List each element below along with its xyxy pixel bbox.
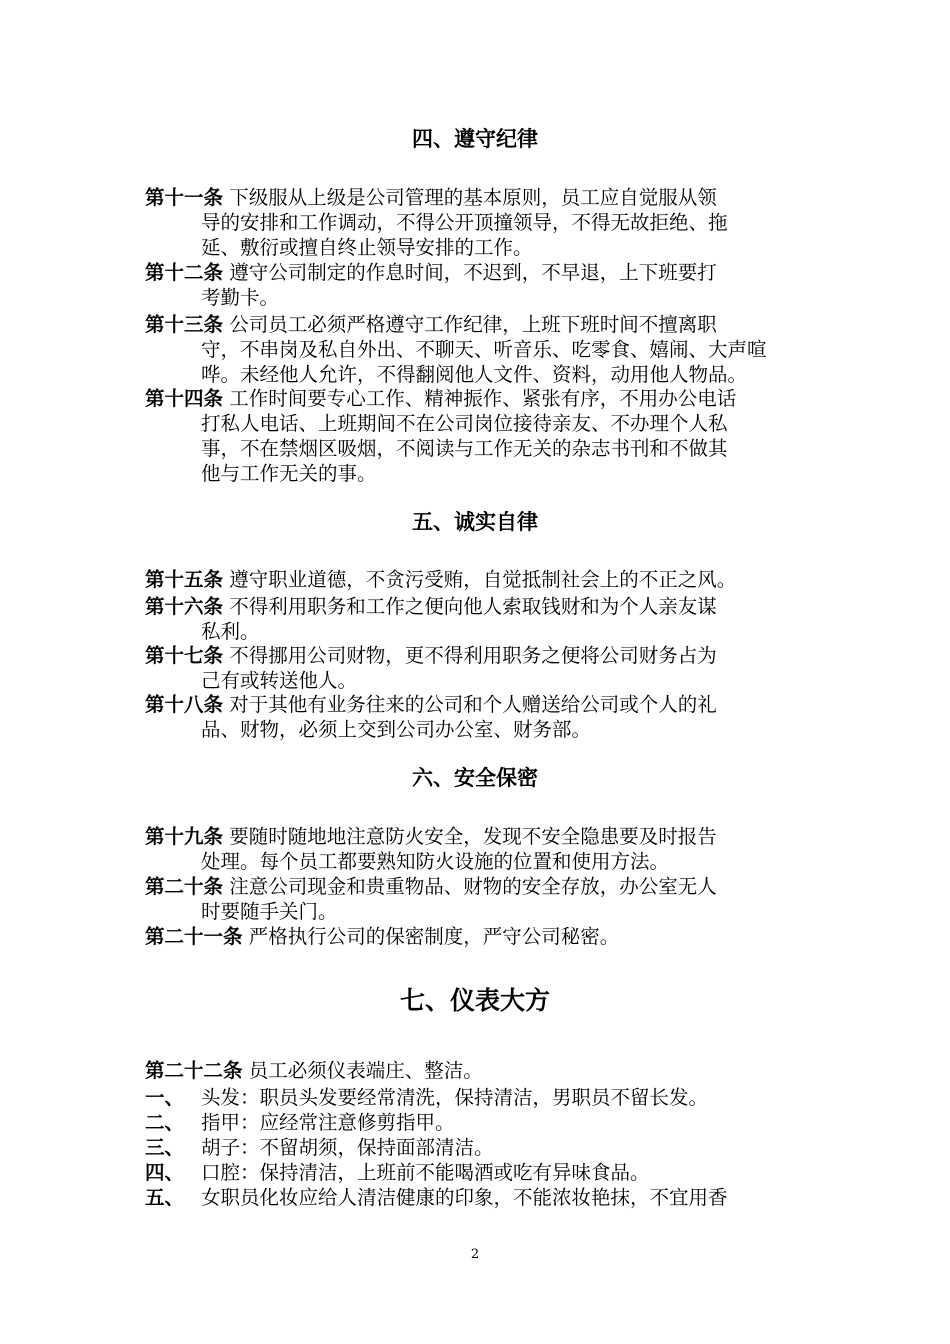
article-22 <box>145 1058 807 1083</box>
article-text: 不得挪用公司财物，更不得利用职务之便将公司财务占为 <box>229 644 717 667</box>
article-text: 工作时间要专心工作、精神振作、紧张有序，不用办公电话 <box>229 387 737 410</box>
article-text: 下级服从上级是公司管理的基本原则，员工应自觉服从领 <box>229 186 717 209</box>
article-13 <box>145 312 807 387</box>
article-16 <box>145 594 807 644</box>
article-number: 第十一条 <box>145 186 224 209</box>
article-12 <box>145 260 807 310</box>
list-item <box>145 1110 807 1135</box>
list-item-text: 口腔：保持清洁，上班前不能喝酒或吃有异味食品。 <box>201 1161 650 1184</box>
article-number: 第十二条 <box>145 261 224 284</box>
article-text: 延、敷衍或擅自终止领导安排的工作。 <box>201 236 533 259</box>
list-item-text: 指甲：应经常注意修剪指甲。 <box>201 1111 455 1134</box>
article-number: 第十四条 <box>145 387 224 410</box>
section-heading: 六、安全保密 <box>412 766 538 790</box>
article-text: 对于其他有业务往来的公司和个人赠送给公司或个人的礼 <box>229 693 717 716</box>
article-text: 处理。每个员工都要熟知防火设施的位置和使用方法。 <box>201 850 670 873</box>
article-text: 不得利用职务和工作之便向他人索取钱财和为个人亲友谋 <box>229 595 717 618</box>
article-21 <box>145 924 807 949</box>
list-item <box>145 1085 807 1110</box>
article-number: 第十六条 <box>145 595 224 618</box>
article-text: 导的安排和工作调动，不得公开顶撞领导，不得无故拒绝、拖 <box>201 211 728 234</box>
list-item-number: 二、 <box>145 1111 185 1134</box>
article-text: 员工必须仪表端庄、整洁。 <box>248 1059 483 1082</box>
article-text: 己有或转送他人。 <box>201 669 358 692</box>
list-item <box>145 1135 807 1160</box>
article-number: 第十三条 <box>145 313 224 336</box>
article-text: 注意公司现金和贵重物品、财物的安全存放，办公室无人 <box>229 875 717 898</box>
article-text: 要随时随地地注意防火安全，发现不安全隐患要及时报告 <box>229 825 717 848</box>
list-item <box>145 1160 807 1185</box>
page-number: 2 <box>470 1247 480 1262</box>
section-heading: 五、诚实自律 <box>412 510 538 534</box>
article-20 <box>145 874 807 924</box>
article-number: 第十九条 <box>145 825 224 848</box>
list-item-number: 四、 <box>145 1161 185 1184</box>
article-text: 遵守公司制定的作息时间，不迟到，不早退，上下班要打 <box>229 261 717 284</box>
list-item <box>145 1185 807 1210</box>
article-15 <box>145 567 807 592</box>
article-text: 私利。 <box>201 620 260 643</box>
article-14 <box>145 386 807 486</box>
section-heading: 七、仪表大方 <box>399 986 550 1015</box>
article-text: 严格执行公司的保密制度，严守公司秘密。 <box>248 925 620 948</box>
article-text: 他与工作无关的事。 <box>201 462 377 485</box>
article-18 <box>145 692 807 742</box>
article-text: 事，不在禁烟区吸烟，不阅读与工作无关的杂志书刊和不做其 <box>201 437 728 460</box>
article-text: 时要随手关门。 <box>201 900 338 923</box>
list-item-number: 一、 <box>145 1086 185 1109</box>
list-item-number: 五、 <box>145 1186 185 1209</box>
article-text: 遵守职业道德，不贪污受贿，自觉抵制社会上的不正之风。 <box>229 568 737 591</box>
article-number: 第十八条 <box>145 693 224 716</box>
article-text: 守，不串岗及私自外出、不聊天、听音乐、吃零食、嬉闹、大声喧 <box>201 338 767 361</box>
list-item-number: 三、 <box>145 1136 185 1159</box>
article-text: 打私人电话、上班期间不在公司岗位接待亲友、不办理个人私 <box>201 412 728 435</box>
article-11 <box>145 185 807 260</box>
article-number: 第十五条 <box>145 568 224 591</box>
article-19 <box>145 824 807 874</box>
article-text: 考勤卡。 <box>201 286 280 309</box>
article-text: 公司员工必须严格遵守工作纪律，上班下班时间不擅离职 <box>229 313 717 336</box>
article-number: 第十七条 <box>145 644 224 667</box>
section-heading: 四、遵守纪律 <box>412 127 538 151</box>
list-item-text: 头发：职员头发要经常清洗，保持清洁，男职员不留长发。 <box>201 1086 709 1109</box>
article-number: 第二十条 <box>145 875 224 898</box>
article-number: 第二十二条 <box>145 1059 243 1082</box>
article-number: 第二十一条 <box>145 925 243 948</box>
list-item-text: 胡子：不留胡须，保持面部清洁。 <box>201 1136 494 1159</box>
list-item-text: 女职员化妆应给人清洁健康的印象，不能浓妆艳抹，不宜用香 <box>201 1186 728 1209</box>
article-text: 哗。未经他人允许，不得翻阅他人文件、资料，动用他人物品。 <box>201 363 748 386</box>
article-text: 品、财物，必须上交到公司办公室、财务部。 <box>201 718 592 741</box>
article-17 <box>145 643 807 693</box>
